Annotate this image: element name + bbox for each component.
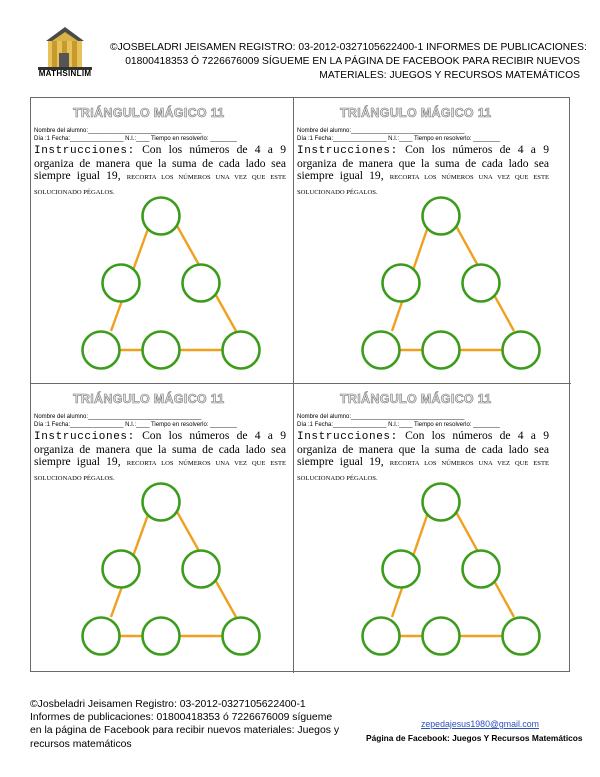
worksheet-cell bbox=[31, 98, 293, 383]
facebook-page-label: Página de Facebook: Juegos Y Recursos Matemáticos bbox=[366, 733, 583, 743]
number-slot[interactable] bbox=[103, 265, 140, 302]
date-field: Día :1 Fecha:________________ N.I.:____ Tiempo en resolverlo: ________ bbox=[34, 136, 237, 142]
worksheet-title: TRIÁNGULO MÁGICO 11 bbox=[73, 106, 225, 120]
instructions-text: Con los números de 4 a 9 organiza de manera que la suma de cada lado sea siempre igual 19, bbox=[34, 429, 286, 468]
number-slot[interactable] bbox=[363, 618, 400, 655]
worksheet-title: TRIÁNGULO MÁGICO 11 bbox=[340, 106, 492, 120]
number-slot[interactable] bbox=[183, 551, 220, 588]
instructions-text: Con los números de 4 a 9 organiza de manera que la suma de cada lado sea siempre igual 19, bbox=[297, 143, 549, 182]
pencil-house-icon bbox=[30, 25, 100, 71]
header-text bbox=[110, 41, 587, 83]
instructions-label: Instrucciones: bbox=[34, 145, 135, 157]
number-slot[interactable] bbox=[143, 198, 180, 235]
instructions-text: Con los números de 4 a 9 organiza de manera que la suma de cada lado sea siempre igual 19, bbox=[297, 429, 549, 468]
footer-copyright bbox=[30, 698, 340, 751]
magic-triangle bbox=[31, 384, 293, 669]
number-slot[interactable] bbox=[463, 551, 500, 588]
number-slot[interactable] bbox=[383, 265, 420, 302]
magic-triangle bbox=[31, 98, 293, 383]
worksheet-title: TRIÁNGULO MÁGICO 11 bbox=[73, 392, 225, 406]
number-slot[interactable] bbox=[503, 618, 540, 655]
header-line: ©JOSBELADRI JEISAMEN REGISTRO: 03-2012-0327105622400-1 INFORMES DE PUBLICACIONES: bbox=[110, 42, 587, 53]
header-line: 01800418353 Ó 7226676009 SÍGUEME EN LA PÁGINA DE FACEBOOK PARA RECIBIR NUEVOS bbox=[125, 56, 580, 67]
student-name-field: Nombre del alumno:__________________________________ bbox=[297, 414, 465, 420]
date-field: Día :1 Fecha:________________ N.I.:____ Tiempo en resolverlo: ________ bbox=[297, 422, 500, 428]
instructions-note: RECORTA LOS NÚMEROS UNA VEZ QUE ESTE SOLUCIONADO PÉGALOS. bbox=[297, 174, 549, 196]
instructions-note: RECORTA LOS NÚMEROS UNA VEZ QUE ESTE SOLUCIONADO PÉGALOS. bbox=[34, 174, 286, 196]
number-slot[interactable] bbox=[143, 332, 180, 369]
worksheet-title: TRIÁNGULO MÁGICO 11 bbox=[340, 392, 492, 406]
worksheet-cell bbox=[31, 384, 293, 669]
footer-line: Informes de publicaciones: 01800418353 ó 7226676009 sígueme bbox=[30, 712, 333, 724]
number-slot[interactable] bbox=[83, 332, 120, 369]
magic-triangle bbox=[294, 98, 556, 383]
number-slot[interactable] bbox=[223, 332, 260, 369]
footer-line: en la página de Facebook para recibir nuevos materiales: Juegos y bbox=[30, 725, 340, 737]
number-slot[interactable] bbox=[83, 618, 120, 655]
instructions-label: Instrucciones: bbox=[297, 431, 398, 443]
instructions-label: Instrucciones: bbox=[34, 431, 135, 443]
footer-line: ©Josbeladri Jeisamen Registro: 03-2012-0327105622400-1 bbox=[30, 699, 306, 710]
date-field: Día :1 Fecha:________________ N.I.:____ Tiempo en resolverlo: ________ bbox=[297, 136, 500, 142]
instructions-note: RECORTA LOS NÚMEROS UNA VEZ QUE ESTE SOLUCIONADO PÉGALOS. bbox=[34, 460, 286, 482]
number-slot[interactable] bbox=[423, 618, 460, 655]
number-slot[interactable] bbox=[383, 551, 420, 588]
number-slot[interactable] bbox=[363, 332, 400, 369]
header-line: MATERIALES: JUEGOS Y RECURSOS MATEMÁTICOS bbox=[319, 70, 580, 81]
date-field: Día :1 Fecha:________________ N.I.:____ Tiempo en resolverlo: ________ bbox=[34, 422, 237, 428]
email-link[interactable]: zepedajesus1980@gmail.com bbox=[421, 719, 539, 729]
footer-line: recursos matemáticos bbox=[30, 738, 132, 750]
worksheet-grid bbox=[30, 97, 570, 672]
number-slot[interactable] bbox=[423, 198, 460, 235]
instructions-label: Instrucciones: bbox=[297, 145, 398, 157]
number-slot[interactable] bbox=[423, 484, 460, 521]
logo-text: MATHSINLIM bbox=[38, 69, 92, 78]
number-slot[interactable] bbox=[223, 618, 260, 655]
instructions-text: Con los números de 4 a 9 organiza de manera que la suma de cada lado sea siempre igual 19, bbox=[34, 143, 286, 182]
number-slot[interactable] bbox=[423, 332, 460, 369]
student-name-field: Nombre del alumno:__________________________________ bbox=[297, 128, 465, 134]
number-slot[interactable] bbox=[503, 332, 540, 369]
number-slot[interactable] bbox=[463, 265, 500, 302]
student-name-field: Nombre del alumno:__________________________________ bbox=[34, 414, 202, 420]
instructions-note: RECORTA LOS NÚMEROS UNA VEZ QUE ESTE SOLUCIONADO PÉGALOS. bbox=[297, 460, 549, 482]
number-slot[interactable] bbox=[103, 551, 140, 588]
mathsinlim-logo bbox=[30, 25, 100, 80]
number-slot[interactable] bbox=[143, 484, 180, 521]
number-slot[interactable] bbox=[143, 618, 180, 655]
magic-triangle bbox=[294, 384, 556, 669]
worksheet-cell bbox=[294, 384, 556, 669]
number-slot[interactable] bbox=[183, 265, 220, 302]
worksheet-cell bbox=[294, 98, 556, 383]
page-header bbox=[0, 0, 600, 95]
student-name-field: Nombre del alumno:__________________________________ bbox=[34, 128, 202, 134]
